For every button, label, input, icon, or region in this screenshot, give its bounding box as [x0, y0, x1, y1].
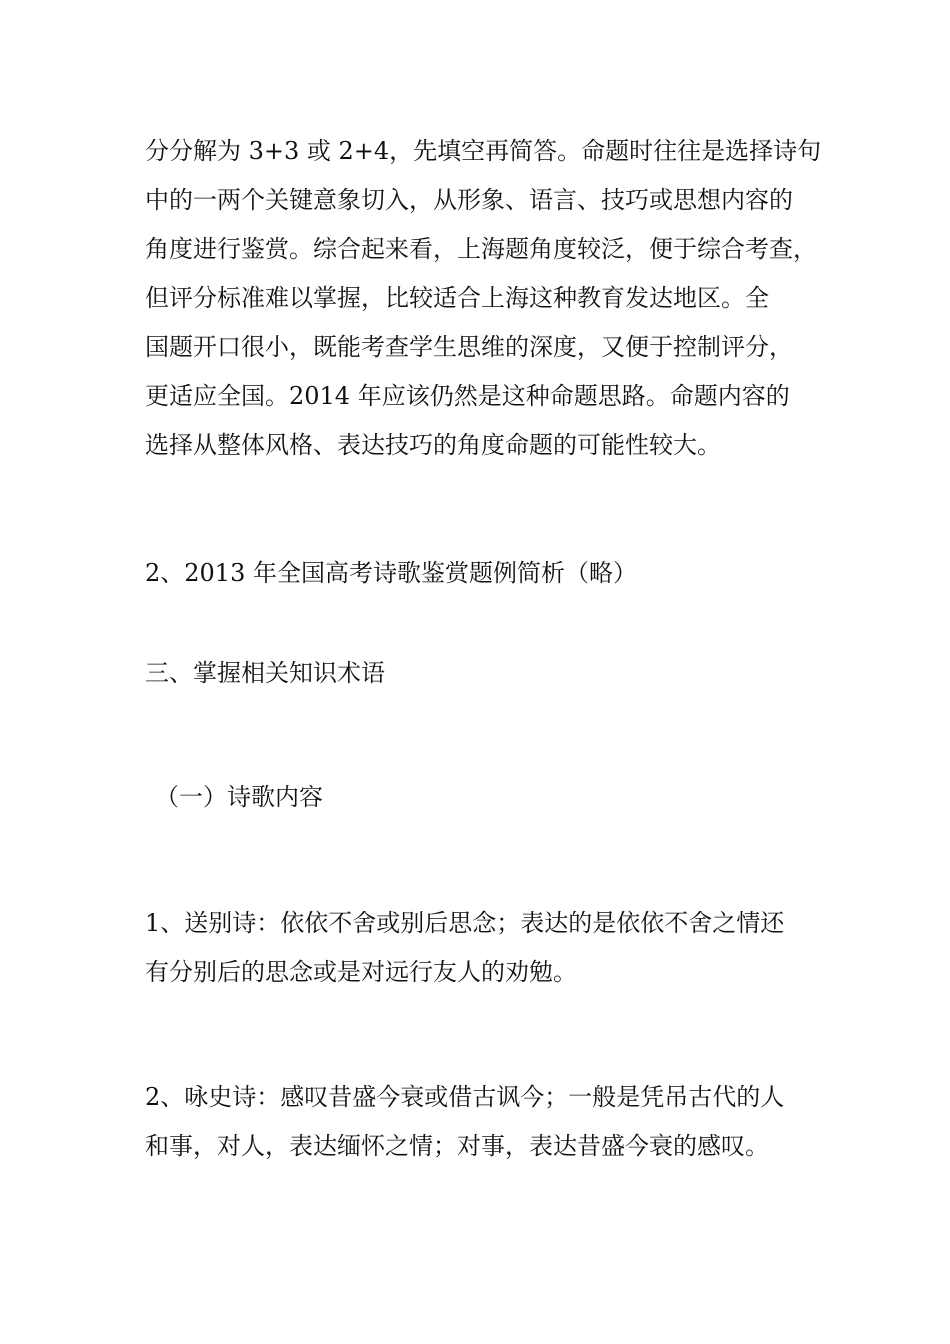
section-three-heading: 三、掌握相关知识术语 — [145, 659, 385, 687]
paragraph-line: 选择从整体风格、表达技巧的角度命题的可能性较大。 — [145, 431, 721, 459]
paragraph-line: 中的一两个关键意象切入，从形象、语言、技巧或思想内容的 — [145, 186, 793, 214]
paragraph-line: 国题开口很小，既能考查学生思维的深度，又便于控制评分， — [145, 333, 793, 361]
subsection-poetry-content-heading: （一）诗歌内容 — [155, 783, 323, 811]
paragraph-line: 但评分标准难以掌握，比较适合上海这种教育发达地区。全 — [145, 284, 769, 312]
item-farewell-poem-line: 有分别后的思念或是对远行友人的劝勉。 — [145, 958, 577, 986]
paragraph-line: 更适应全国。2014 年应该仍然是这种命题思路。命题内容的 — [145, 382, 790, 410]
item-history-poem-line: 2、咏史诗：感叹昔盛今衰或借古讽今；一般是凭吊古代的人 — [145, 1083, 785, 1111]
item-farewell-poem-line: 1、送别诗：依依不舍或别后思念；表达的是依依不舍之情还 — [145, 909, 785, 937]
paragraph-line: 分分解为 3+3 或 2+4，先填空再简答。命题时往往是选择诗句 — [145, 137, 822, 165]
paragraph-line: 角度进行鉴赏。综合起来看，上海题角度较泛，便于综合考查， — [145, 235, 817, 263]
item-history-poem-line: 和事，对人，表达缅怀之情；对事，表达昔盛今衰的感叹。 — [145, 1132, 769, 1160]
section-2013-heading: 2、2013 年全国高考诗歌鉴赏题例简析（略） — [145, 559, 637, 587]
